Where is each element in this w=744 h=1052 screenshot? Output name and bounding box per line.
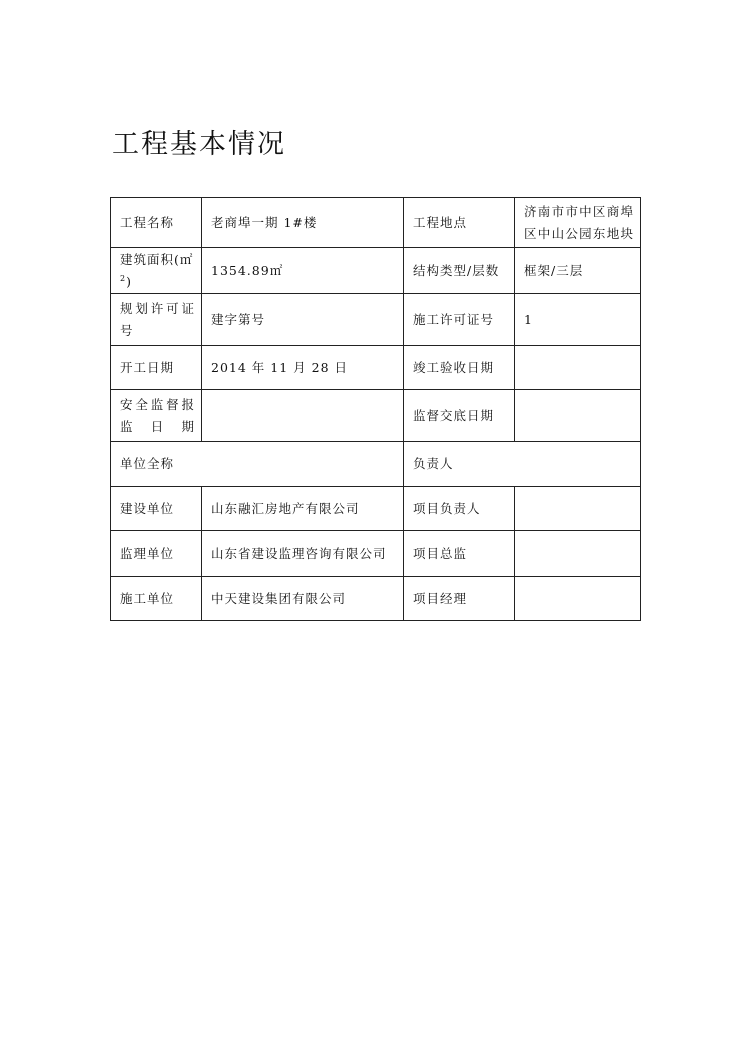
start-date-value: 2014 年 11 月 28 日 — [202, 346, 404, 390]
person-in-charge-header: 负责人 — [404, 442, 641, 487]
building-area-label-close: ) — [126, 273, 132, 289]
project-leader-value — [515, 487, 641, 531]
project-info-table — [110, 197, 641, 621]
developer-value: 山东融汇房地产有限公司 — [202, 487, 404, 531]
table-row — [111, 577, 641, 621]
supervision-briefing-date-value — [515, 390, 641, 442]
table-row — [111, 442, 641, 487]
contractor-label: 施工单位 — [111, 577, 202, 621]
table-row — [111, 531, 641, 577]
supervision-briefing-date-label: 监督交底日期 — [404, 390, 515, 442]
completion-date-label: 竣工验收日期 — [404, 346, 515, 390]
project-name-value: 老商埠一期 1#楼 — [202, 198, 404, 248]
supervisor-label: 监理单位 — [111, 531, 202, 577]
table-row — [111, 248, 641, 294]
safety-supervision-date-label: 安全监督报监日期 — [111, 390, 202, 442]
completion-date-value — [515, 346, 641, 390]
building-area-label-text: 建筑面积(㎡ — [120, 251, 194, 267]
supervisor-value: 山东省建设监理咨询有限公司 — [202, 531, 404, 577]
structure-type-value: 框架/三层 — [515, 248, 641, 294]
developer-label: 建设单位 — [111, 487, 202, 531]
table-row — [111, 346, 641, 390]
chief-supervisor-value — [515, 531, 641, 577]
building-area-label — [111, 248, 202, 294]
project-manager-label: 项目经理 — [404, 577, 515, 621]
safety-supervision-date-value — [202, 390, 404, 442]
start-date-label: 开工日期 — [111, 346, 202, 390]
chief-supervisor-label: 项目总监 — [404, 531, 515, 577]
page-title: 工程基本情况 — [112, 129, 286, 160]
project-name-label: 工程名称 — [111, 198, 202, 248]
table-row — [111, 294, 641, 346]
table-row — [111, 198, 641, 248]
contractor-value: 中天建设集团有限公司 — [202, 577, 404, 621]
project-location-value: 济南市市中区商埠区中山公园东地块 — [515, 198, 641, 248]
table-row — [111, 390, 641, 442]
construction-permit-value: 1 — [515, 294, 641, 346]
table-row — [111, 487, 641, 531]
unit-full-name-header: 单位全称 — [111, 442, 404, 487]
planning-permit-label: 规划许可证号 — [111, 294, 202, 346]
project-leader-label: 项目负责人 — [404, 487, 515, 531]
planning-permit-value: 建字第号 — [202, 294, 404, 346]
building-area-label-sup: 2 — [120, 273, 127, 283]
project-manager-value — [515, 577, 641, 621]
structure-type-label: 结构类型/层数 — [404, 248, 515, 294]
project-location-label: 工程地点 — [404, 198, 515, 248]
building-area-value: 1354.89㎡ — [202, 248, 404, 294]
construction-permit-label: 施工许可证号 — [404, 294, 515, 346]
